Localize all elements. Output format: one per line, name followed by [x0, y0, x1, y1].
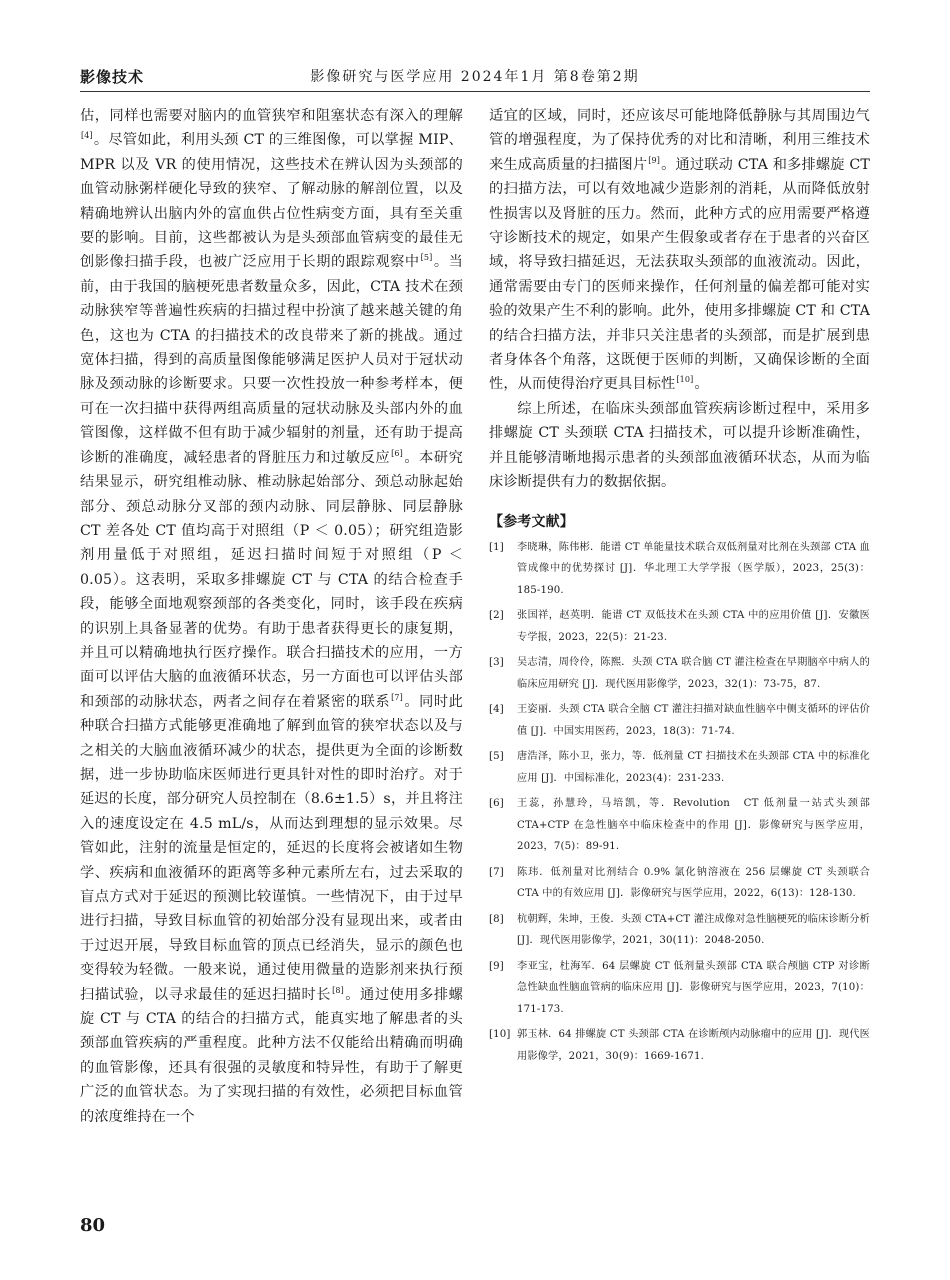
text-run: 。通过联动 CTA 和多排螺旋 CT 的扫描方法，可以有效地减少造影剂的消耗，从而降低放射性损害以及肾脏的压力。然而，此种方式的应用需要严格遵守诊断技术的规定，如果产生假象或者存在于患者的兴奋区域，将导致扫描延迟，无法获取头颈部的血液流动。因此，通常需要由专门的医师来操作，任何剂量的偏差都可能对实验的效果产生不利的影响。此外，使用多排螺旋 CT 和 CTA 的结合扫描方法，并非只关注患者的头颈部，而是扩展到患者身体各个角落，这既便于医师的判断，又确保诊断的全面性，从而使得治疗更具目标性 — [489, 156, 870, 393]
reference-item — [489, 605, 870, 648]
citation-4: [4] — [81, 131, 93, 141]
text-run: 。同时此种联合扫描方式能够更准确地了解到血管的狭窄状态以及与之相关的大脑血液循环减少的状态，提供更为全面的诊断数据，进一步协助临床医师进行更具针对性的即时治疗。对于延迟的长度，部分研究人员控制在（8.6±1.5）s，并且将注入的速度设定在 4.5 mL/s，从而达到理想的显示效果。尽管如此，注射的流量是恒定的，延迟的长度将会被诸如生物学、疾病和血液循环的距离等多种元素所左右，过去采取的盲点方式对于延迟的预测比较谨慎。一些情况下，由于过早进行扫描，导致目标血管的初始部分没有显现出来，或者由于过迟开展，导致目标血管的顶点已经消失，显示的颜色也变得较为轻微。一般来说，通过使用微量的造影剂来执行预扫描试验，以寻求最佳的延迟扫描时长 — [80, 693, 463, 1003]
reference-text: 杭朝辉，朱坤，王俊．头颈 CTA+CT 灌注成像对急性脑梗死的临床诊断分析 [J]．现代医用影像学，2021，30(11)：2048-2050. — [517, 913, 870, 946]
reference-number: [3] — [489, 657, 504, 668]
reference-list — [489, 537, 870, 1068]
reference-item — [489, 793, 870, 858]
text-run: 。当前，由于我国的脑梗死患者数量众多，因此，CTA 技术在颈动脉狭窄等普遍性疾病的扫描过程中扮演了越来越关键的角色，这也为 CTA 的扫描技术的改良带来了新的挑战。通过宽体扫描，得到的高质量图像能够满足医护人员对于冠状动脉及颈动脉的诊断要求。只要一次性投放一种参考样本，便可在一次扫描中获得两组高质量的冠状动脉及头部内外的血管图像，这样做不但有助于减少辐射的剂量，还有助于提高诊断的准确度，减轻患者的肾脏压力和过敏反应 — [80, 254, 463, 466]
page-number: 80 — [80, 1215, 106, 1236]
reference-item — [489, 652, 870, 695]
body-paragraph — [80, 104, 463, 1129]
reference-number: [7] — [489, 866, 504, 878]
reference-item — [489, 699, 870, 742]
journal-running-title: 影像研究与医学应用 2024年1月 第8卷第2期 — [310, 69, 640, 85]
text-run: 估，同样也需要对脑内的血管狭窄和阻塞状态有深入的理解 — [80, 108, 463, 124]
page-header — [80, 64, 870, 90]
reference-text: 王蕊，孙慧玲，马培凯，等．Revolution CT 低剂量一站式头颈部 CTA+CTP 在急性脑卒中临床检查中的作用 [J]．影像研究与医学应用，2023，7(5)：89-91. — [517, 798, 870, 852]
citation-5: [5] — [420, 253, 433, 263]
reference-item — [489, 909, 870, 952]
reference-number: [5] — [489, 751, 504, 762]
reference-item — [489, 537, 870, 602]
conclusion-paragraph: 综上所述，在临床头颈部血管疾病诊断过程中，采用多排螺旋 CT 头颈联 CTA 扫描技术，可以提升诊断准确性，并且能够清晰地揭示患者的头颈部血液循环状态，从而为临床诊断提供有力的数据依据。 — [489, 400, 870, 491]
text-run: 适宜的区域，同时，还应该尽可能地降低静脉与其周围边气管的增强程度，为了保持优秀的对比和清晰，利用三维技术来生成高质量的扫描图片 — [489, 108, 870, 173]
text-run: 。通过使用多排螺旋 CT 与 CTA 的结合的扫描方式，能真实地了解患者的头颈部血管疾病的严重程度。此种方法不仅能给出精确而明确的血管影像，还具有很强的灵敏度和特异性，有助于了解更广泛的血管状态。为了实现扫描的有效性，必须把目标血管的浓度维持在一个 — [80, 986, 463, 1125]
reference-text: 郭玉林．64 排螺旋 CT 头颈部 CTA 在诊断颅内动脉瘤中的应用 [J]．现代医用影像学，2021，30(9)：1669-1671. — [517, 1029, 870, 1062]
reference-number: [8] — [489, 913, 504, 925]
reference-text: 李亚宝，杜海军．64 层螺旋 CT 低剂量头颈部 CTA 联合颅脑 CTP 对诊断急性缺血性脑血管病的临床应用 [J]．影像研究与医学应用，2023，7(10)：171-173. — [517, 960, 870, 1015]
citation-7: [7] — [391, 692, 403, 702]
reference-item — [489, 862, 870, 905]
citation-9: [9] — [648, 155, 661, 165]
reference-text: 吴志清，周伶伶，陈熙．头颈 CTA 联合脑 CT 灌注检查在早期脑卒中病人的临床应用研究 [J]．现代医用影像学，2023，32(1)：73-75，87. — [517, 657, 870, 690]
text-run: 。 — [694, 376, 709, 393]
reference-item — [489, 956, 870, 1021]
reference-number: [4] — [489, 704, 504, 715]
reference-number: [2] — [489, 610, 504, 621]
left-column — [80, 104, 463, 1199]
reference-text: 唐浩泽，陈小卫，张力，等．低剂量 CT 扫描技术在头颈部 CTA 中的标准化应用 [J]．中国标准化，2023(4)：231-233. — [517, 751, 870, 784]
citation-10: [10] — [676, 375, 694, 385]
reference-text: 王姿丽．头颈 CTA 联合全脑 CT 灌注扫描对缺血性脑卒中侧支循环的评估价值 [J]．中国实用医药，2023，18(3)：71-74. — [517, 704, 870, 737]
citation-6: [6] — [391, 448, 403, 458]
section-label: 影像技术 — [80, 68, 145, 86]
reference-text: 李晓琳，陈伟彬．能谱 CT 单能量技术联合双低剂量对比剂在头颈部 CTA 血管成像中的优势探讨 [J]．华北理工大学学报（医学版），2023，25(3)：185-190. — [517, 541, 870, 596]
reference-number: [6] — [489, 798, 504, 809]
citation-8: [8] — [332, 985, 344, 995]
reference-item — [489, 746, 870, 789]
text-run: 。尽管如此，利用头颈 CT 的三维图像，可以掌握 MIP、MPR 以及 VR 的使用情况，这些技术在辨认因为头颈部的血管动脉粥样硬化导致的狭窄、了解动脉的解剖位置，以及精确地辨认出脑内外的富血供占位性病变方面，具有至关重要的影响。目前，这些都被认为是头颈部血管病变的最佳无创影像扫描手段，也被广泛应用于长期的跟踪观察中 — [80, 132, 463, 271]
header-rule — [80, 91, 870, 92]
body-paragraph — [489, 104, 870, 397]
reference-number: [10] — [489, 1029, 511, 1040]
reference-text: 陈玮．低剂量对比剂结合 0.9% 氯化钠溶液在 256 层螺旋 CT 头颈联合 CTA 中的有效应用 [J]．影像研究与医学应用，2022，6(13)：128-130. — [517, 866, 870, 899]
right-column — [489, 104, 870, 1199]
references-heading: 【参考文献】 — [489, 513, 574, 530]
text-run: 。本研究结果显示，研究组椎动脉、椎动脉起始部分、颈总动脉起始部分、颈总动脉分叉部的颈内动脉、同层静脉、同层静脉 CT 差各处 CT 值均高于对照组（P ＜ 0.05）；研究组造影剂用量低于对照组，延迟扫描时间短于对照组（P ＜ 0.05）。这表明，采取多排螺旋 CT 与 CTA 的结合检查手段，能够全面地观察颈部的各类变化，同时，该手段在疾病的识别上具备显著的优势。有助于患者获得更长的康复期，并且可以精确地执行医疗操作。联合扫描技术的应用，一方面可以评估大脑的血液循环状态，另一方面也可以评估头部和颈部的动脉状态，两者之间存在着紧密的联系 — [80, 449, 463, 710]
reference-text: 张国祥，赵英明．能谱 CT 双低技术在头颈 CTA 中的应用价值 [J]．安徽医专学报，2023，22(5)：21-23. — [517, 610, 870, 643]
reference-item — [489, 1024, 870, 1067]
reference-number: [1] — [489, 541, 504, 553]
reference-number: [9] — [489, 960, 504, 972]
